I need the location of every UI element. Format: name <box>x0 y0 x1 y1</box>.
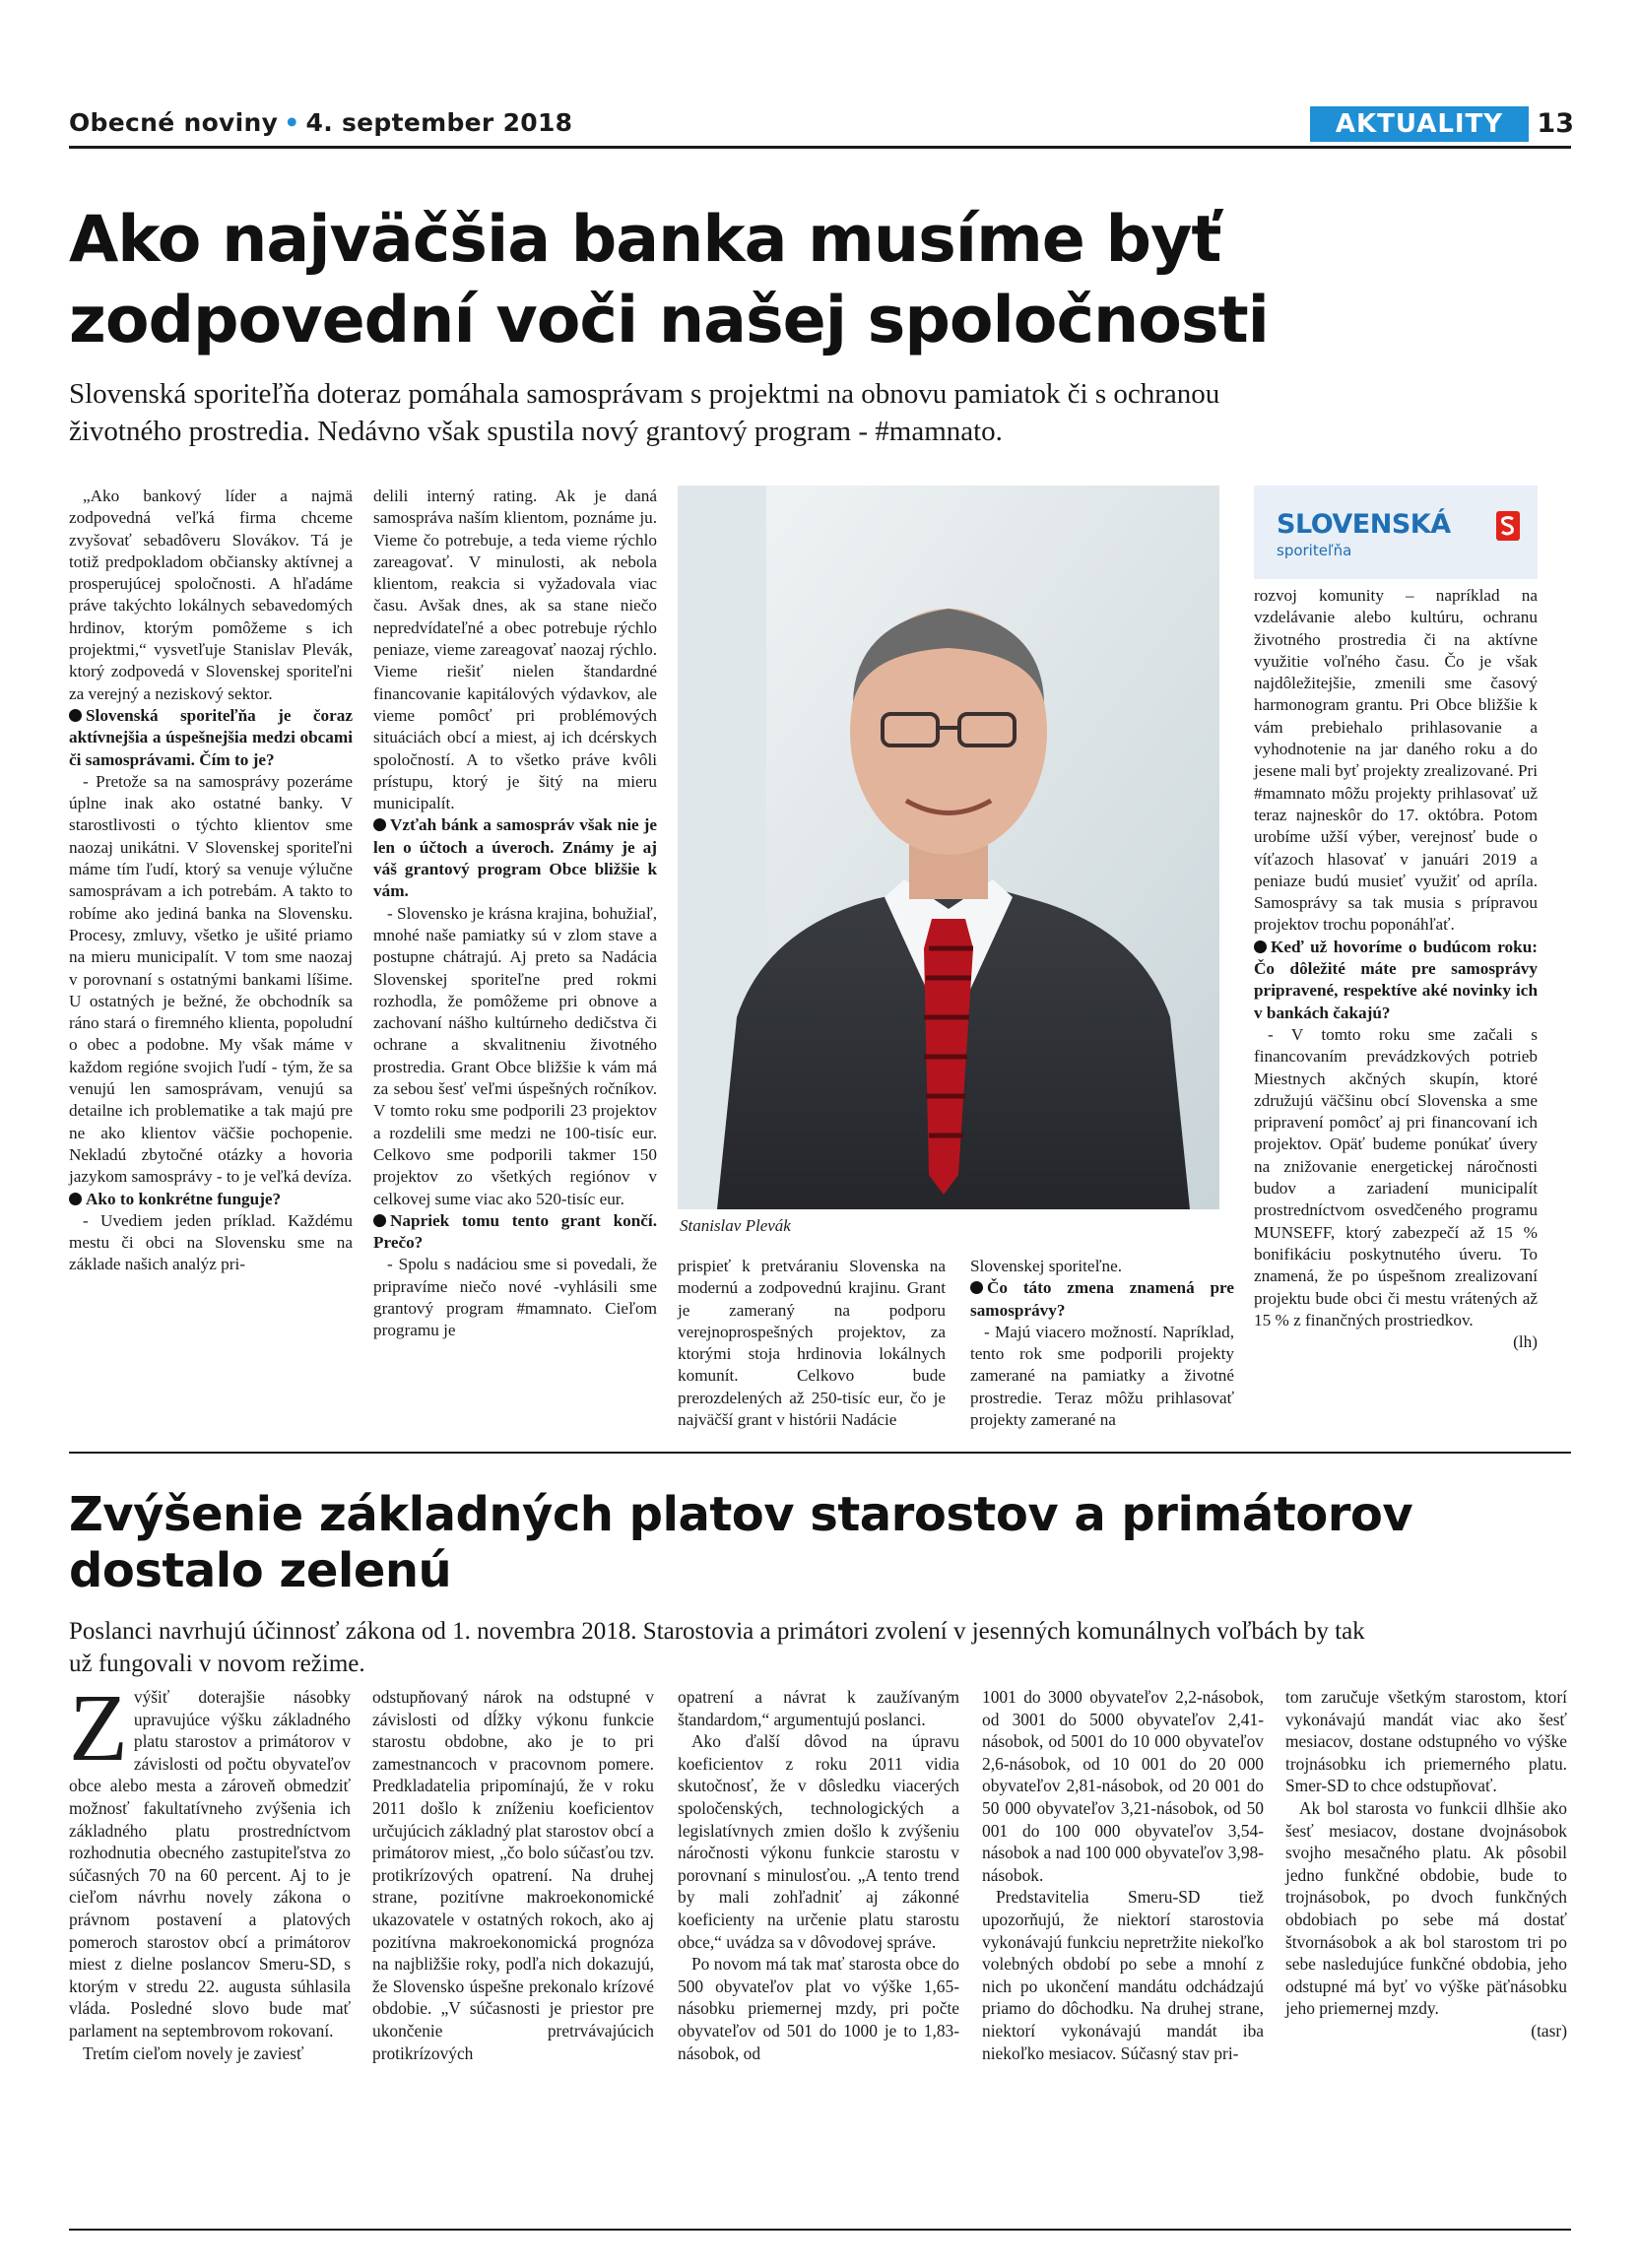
paragraph: - Pretože sa na samosprávy pozeráme úplne inak ako ostatné banky. V starostlivosti o týchto klientov sme naozaj unikátni. V Slovenskej sporiteľni máme tím ľudí, ktorý sa venuje výlučne samosprávam a ich potrebám. A takto to robíme ako jediná banka na Slovensku. Procesy, zmluvy, všetko je ušité priamo na mieru municipalít. V tom sme naozaj v porovnaní s ostatnými bankami líšime. U ostatných je bežné, že obchodník sa ráno stará o firemného klienta, popoludní o obec a podobne. My však máme v každom regióne svojich ľudí - tým, že sa venujú len samosprávam, venujú sa detailne ich problematike a tak majú pre ne ako klientov väčšie pochopenie. Nekladú zbytočné otázky a hovoria jazykom samosprávy - to je veľká devíza. <box>69 771 353 1187</box>
author-signature: (tasr) <box>1531 2020 1567 2041</box>
article2-column-4 <box>982 1686 1264 2064</box>
paragraph: Predstavitelia Smeru-SD tiež upozorňujú, že niektorí starostovia vykonávajú funkciu nepretržite niekoľko volebných období po sebe a mnohí z nich po ukončení mandátu odchádzajú priamo do dôchodku. Na druhej strane, niektorí vykonávajú mandát iba niekoľko mesiacov. Súčasný stav pri- <box>982 1887 1264 2063</box>
article1-lead <box>69 375 1556 450</box>
article1-headline-line1: Ako najväčšia banka musíme byť <box>69 203 1221 277</box>
article1-column-1 <box>69 486 353 1276</box>
paragraph: tom zaručuje všetkým starostom, ktorí vykonávajú mandát viac ako šesť mesiacov, dostane odstupného vo výške trojnásobku ich priemerného platu. Smer-SD to chce odstupňovať. <box>1285 1687 1567 1796</box>
section-box <box>1310 106 1574 142</box>
interview-question: Čo táto zmena znamená pre samosprávy? <box>970 1278 1234 1320</box>
article2-lead-line2: už fungovali v novom režime. <box>69 1651 365 1677</box>
photo-caption: Stanislav Plevák <box>680 1216 791 1235</box>
article1-column-2 <box>373 486 657 1342</box>
publication-name: Obecné noviny <box>69 108 279 137</box>
interview-question: Slovenská sporiteľňa je čoraz aktívnejšia a úspešnejšia medzi obcami či samosprávami. Čím to je? <box>69 705 353 769</box>
paragraph: rozvoj komunity – napríklad na vzdelávanie alebo kultúru, ochranu životného prostredia či na aktívne využitie voľného času. Čo je však najdôležitejšie, zmenili sme časový harmonogram grantu. Pri Obce bližšie k vám prebiehalo prihlasovanie a vyhodnotenie na jar daného roku a do jesene mali byť projekty zrealizované. Pri #mamnato môžu projekty prihlasovať už teraz najneskôr do 17. októbra. Potom urobíme užší výber, verejnosť bude o víťazoch hlasovať v januári 2019 a peniaze budú musieť využiť od apríla. Samosprávy sa tak musia s prípravou projektov trochu poponáhľať. <box>1254 586 1538 935</box>
interview-question: Vzťah bánk a samospráv však nie je len o účtoch a úveroch. Známy je aj váš grantový program Obce bližšie k vám. <box>373 815 657 901</box>
article1-headline <box>69 200 1527 361</box>
article2-lead <box>69 1615 1556 1680</box>
bullet-icon <box>69 1193 82 1205</box>
publication-line <box>69 108 572 137</box>
article2-lead-line1: Poslanci navrhujú účinnosť zákona od 1. novembra 2018. Starostovia a primátori zvolení v jesenných komunálnych voľbách by tak <box>69 1618 1365 1645</box>
article1-lead-line2: životného prostredia. Nedávno však spustila nový grantový program - #mamnato. <box>69 416 1003 447</box>
bullet-icon <box>373 818 386 831</box>
article1-column-4 <box>970 1256 1234 1431</box>
issue-date: 4. september 2018 <box>305 108 573 137</box>
paragraph: Slovenskej sporiteľne. <box>970 1257 1123 1275</box>
bullet-icon <box>373 1214 386 1227</box>
paragraph: - Uvediem jeden príklad. Každému mestu či obci na Slovensku sme na základe našich analýz pri- <box>69 1210 353 1274</box>
article2-column-2 <box>372 1686 654 2064</box>
article2-column-3 <box>678 1686 959 2064</box>
paragraph: „Ako bankový líder a najmä zodpovedná veľká firma chceme zvyšovať sebadôveru Slovákov. Tá je totiž predpokladom občiansky aktívnej a prosperujúcej spoločnosti. A hľadáme práve takýchto lokálnych sebavedomých hrdinov, ktorým pomôžeme s ich projektmi,“ vysvetľuje Stanislav Plevák, ktorý zodpovedá v Slovenskej sporiteľni za verejný a neziskový sektor. <box>69 486 353 703</box>
article1-lead-line1: Slovenská sporiteľňa doteraz pomáhala samosprávam s projektmi na obnovu pamiatok či s ochranou <box>69 378 1220 410</box>
article2-headline <box>69 1487 1527 1599</box>
paragraph: Ak bol starosta vo funkcii dlhšie ako šesť mesiacov, dostane dvojnásobok svojho mesačného platu. Ak pôsobil jedno funkčné obdobie, bude to trojnásobok, po dvoch funkčných obdobiach po sebe má dostať štvornásobok a ak bol starostom tri po sebe nasledujúce funkčné obdobia, jeho odstupné má byť vo výške päťnásobku jeho priemernej mzdy. <box>1285 1797 1567 2019</box>
interview-question: Ako to konkrétne funguje? <box>69 1189 353 1210</box>
article2-headline-line2: dostalo zelenú <box>69 1543 452 1598</box>
paragraph: - Slovensko je krásna krajina, bohužiaľ, mnohé naše pamiatky sú v zlom stave a postupne chátrajú. Aj preto sa Nadácia Slovenskej sporiteľne pred rokmi rozhodla, že pomôžeme pri obnove a zachovaní nášho kultúrneho dedičstva či ochrane a skvalitneniu životného prostredia. Grant Obce bližšie k vám má za sebou šesť veľmi úspešných ročníkov. V tomto roku sme podporili 23 projektov a rozdelili sme medzi ne 100-tisíc eur. Celkovo sme podporili takmer 150 projektov zo všetkých regiónov v celkovej sume viac ako 520-tisíc eur. <box>373 903 657 1208</box>
author-signature: (lh) <box>1513 1332 1538 1352</box>
paragraph: - V tomto roku sme začali s financovaním prevádzkových potrieb Miestnych akčných skupín, ktoré združujú väčšinu obcí Slovenska a sme pripravení pomôcť aj pri financovaní ich projektov. Opäť budeme ponúkať úvery na znižovanie energetickej náročnosti budov a zariadení municipalít prostredníctvom osvedčeného programu MUNSEFF, ktorý zabezpečí až 15 % bonifikáciu poskytnutého úveru. To znamená, že po úspešnom zrealizovaní projektu bude obci či mestu vrátených až 15 % z finančných prostriedkov. <box>1254 1024 1538 1329</box>
paragraph: 1001 do 3000 obyvateľov 2,2-násobok, od 3001 do 5000 obyvateľov 2,41-násobok, od 5001 do 10 000 obyvateľov 2,6-násobok, od 10 001 do 20 000 obyvateľov 2,81-násobok, od 20 001 do 50 000 obyvateľov 3,21-násobok, od 50 001 do 100 000 obyvateľov 3,54-násobok a nad 100 000 obyvateľov 3,98-násobok. <box>982 1687 1264 1885</box>
paragraph: Po novom má tak mať starosta obce do 500 obyvateľov plat vo výške 1,65-násobku priemernej mzdy, pri počte obyvateľov od 501 do 1000 je to 1,83-násobok, od <box>678 1954 959 2063</box>
bank-logo <box>1254 486 1538 579</box>
portrait-photo <box>678 486 1219 1209</box>
bullet-icon <box>970 1281 983 1294</box>
drop-cap: Z <box>69 1675 128 1782</box>
paragraph: opatrení a návrat k zaužívaným štandardom,“ argumentujú poslanci. <box>678 1687 959 1729</box>
portrait-illustration <box>678 486 1219 1209</box>
interview-question: Keď už hovoríme o budúcom roku: Čo dôležité máte pre samosprávy pripravené, respektíve aké novinky ich v bankách čakajú? <box>1254 937 1538 1022</box>
header-rule <box>69 146 1571 149</box>
bottom-rule <box>69 2229 1571 2231</box>
logo-subtitle: sporiteľňa <box>1277 542 1352 559</box>
bullet-icon <box>1254 940 1267 953</box>
paragraph: Tretím cieľom novely je zaviesť <box>83 2042 304 2063</box>
paragraph: delili interný rating. Ak je daná samospráva naším klientom, poznáme ju. Vieme čo potrebuje, a teda vieme rýchlo zareagovať. V minulosti, ak nebola klientom, reakcia si vyžadovala viac času. Avšak dnes, ak sa stane niečo nepredvídateľné a obec potrebuje rýchlo peniaze, vieme zareagovať naozaj rýchlo. Vieme riešiť nielen štandardné financovanie kapitálových výdavkov, ale vieme pomôcť pri problémových situáciách obcí a miest, aj ich dcérskych spoločností. A to všetko práve kvôli prístupu, ktorý je šitý na mieru municipalít. <box>373 486 657 813</box>
page-number: 13 <box>1537 108 1574 139</box>
page-header <box>69 106 1574 142</box>
article1-column-5 <box>1254 585 1538 1353</box>
article2-headline-line1: Zvýšenie základných platov starostov a primátorov <box>69 1487 1413 1542</box>
article1-headline-line2: zodpovední voči našej spoločnosti <box>69 284 1269 357</box>
bullet-icon <box>69 709 82 722</box>
article1-column-3 <box>678 1256 946 1431</box>
paragraph: prispieť k pretváraniu Slovenska na modernú a zodpovednú krajinu. Grant je zameraný na podporu verejnoprospešných projektov, za ktorými stoja hrdinovia lokálnych komunít. Celkovo bude prerozdelených až 250-tisíc eur, čo je najväčší grant v histórii Nadácie <box>678 1257 946 1430</box>
paragraph: Ako ďalší dôvod na úpravu koeficientov z roku 2011 vidia skutočnosť, že v dôsledku viacerých spoločenských, technologických a legislatívnych zmien došlo k zvýšeniu náročnosti výkonu funkcie starostu v porovnaní s minulosťou. „A tento trend by mali zohľadniť aj zákonné koeficienty na určenie platu starostu obce,“ uvádza sa v dôvodovej správe. <box>678 1731 959 1952</box>
section-label: AKTUALITY <box>1310 106 1529 142</box>
article2-column-1 <box>69 1675 351 2064</box>
article2-column-5 <box>1285 1686 1567 2042</box>
paragraph: odstupňovaný nárok na odstupné v závislosti od dĺžky výkonu funkcie starostu obdobne, ako je to pri zamestnancoch v pracovnom pomere. Predkladatelia pripomínajú, že v roku 2011 došlo k zníženiu koeficientov určujúcich základný plat starostov obcí a primátorov miest, „čo bolo súčasťou tzv. protikrízových opatrení. Na druhej strane, pozitívne makroekonomické ukazovatele v ostatných rokoch, ako aj pozitívna makroekonomická prognóza na najbližšie roky, podľa nich dokazujú, že Slovensko úspešne prekonalo krízové obdobie. „V súčasnosti je priestor pre ukončenie pretrvávajúcich protikrízových <box>372 1687 654 2063</box>
logo-name: SLOVENSKÁ <box>1277 509 1451 540</box>
article-separator <box>69 1452 1571 1454</box>
separator-dot: • <box>284 108 300 137</box>
paragraph: - Spolu s nadáciou sme si povedali, že pripravíme niečo nové -vyhlásili sme grantový program #mamnato. Cieľom programu je <box>373 1255 657 1340</box>
paragraph: Zvýšiť doterajšie násobky upravujúce výšku základného platu starostov a primátorov v závislosti od počtu obyvateľov obce alebo mesta a zároveň obmedziť možnosť fakultatívneho zvýšenia ich základného platu prostredníctvom rozhodnutia obecného zastupiteľstva zo súčasných 70 na 60 percent. Aj to je cieľom návrhu novely zákona o právnom postavení a platových pomeroch starostov obcí a primátorov miest z dielne poslancov Smeru-SD, s ktorým v stredu 22. augusta súhlasila vláda. Posledné slovo bude mať parlament na septembrovom rokovaní. <box>69 1675 351 2041</box>
paragraph: - Majú viacero možností. Napríklad, tento rok sme podporili projekty zamerané na pamiatky a životné prostredie. Teraz môžu prihlasovať projekty zamerané na <box>970 1322 1234 1430</box>
interview-question: Napriek tomu tento grant končí. Prečo? <box>373 1210 657 1253</box>
logo-mark-icon <box>1496 511 1520 541</box>
